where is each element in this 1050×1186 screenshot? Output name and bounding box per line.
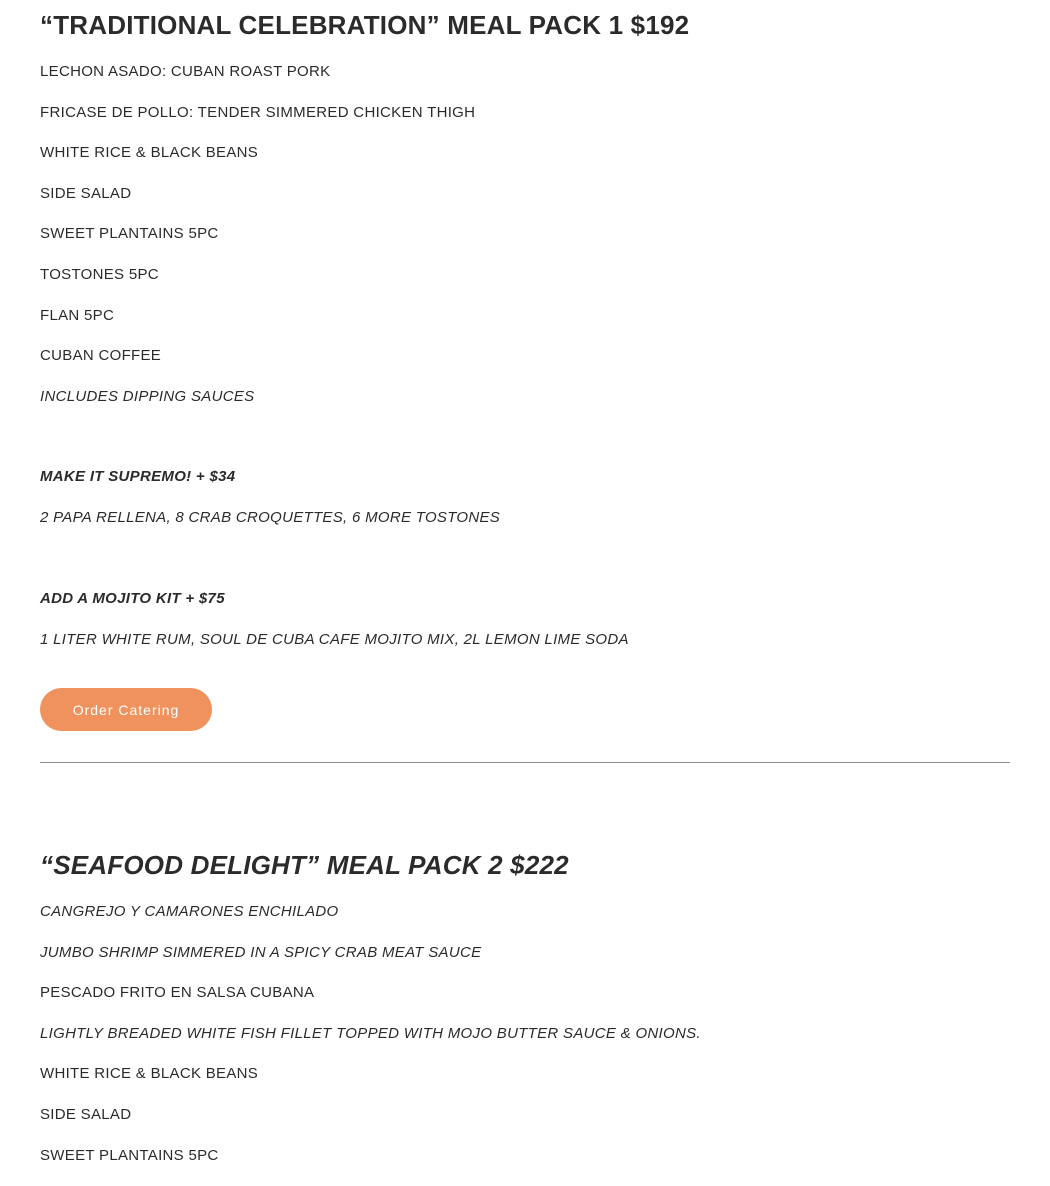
- menu-item: FRICASE DE POLLO: TENDER SIMMERED CHICKEN THIGH: [40, 103, 476, 121]
- supremo-upgrade-heading: MAKE IT SUPREMO! + $34: [40, 468, 236, 485]
- menu-item-description: JUMBO SHRIMP SIMMERED IN A SPICY CRAB MEAT SAUCE: [40, 943, 482, 961]
- mojito-kit-heading: ADD A MOJITO KIT + $75: [40, 590, 225, 607]
- meal-pack-2-items: [40, 902, 701, 1186]
- meal-pack-1-title: “TRADITIONAL CELEBRATION” MEAL PACK 1 $192: [40, 10, 690, 40]
- order-catering-button[interactable]: Order Catering: [40, 688, 212, 731]
- menu-item: WHITE RICE & BLACK BEANS: [40, 1065, 259, 1083]
- supremo-upgrade-description: 2 PAPA RELLENA, 8 CRAB CROQUETTES, 6 MORE TOSTONES: [40, 509, 501, 526]
- menu-item: WHITE RICE & BLACK BEANS: [40, 144, 259, 162]
- meal-pack-1-items: [40, 62, 475, 427]
- meal-pack-1-note: INCLUDES DIPPING SAUCES: [40, 387, 255, 405]
- menu-item-description: LIGHTLY BREADED WHITE FISH FILLET TOPPED WITH MOJO BUTTER SAUCE & ONIONS.: [40, 1024, 701, 1042]
- menu-item: PESCADO FRITO EN SALSA CUBANA: [40, 984, 315, 1002]
- menu-item: SIDE SALAD: [40, 184, 132, 202]
- section-divider: [40, 762, 1010, 763]
- menu-item: LECHON ASADO: CUBAN ROAST PORK: [40, 63, 331, 80]
- meal-pack-2-title: “SEAFOOD DELIGHT” MEAL PACK 2 $222: [40, 850, 569, 880]
- menu-item: TOSTONES 5PC: [40, 265, 159, 283]
- menu-item: SWEET PLANTAINS 5PC: [40, 1146, 219, 1164]
- menu-item: SWEET PLANTAINS 5PC: [40, 225, 219, 243]
- menu-item: CUBAN COFFEE: [40, 347, 162, 365]
- menu-item: CANGREJO Y CAMARONES ENCHILADO: [40, 903, 339, 920]
- menu-item: SIDE SALAD: [40, 1105, 132, 1123]
- mojito-kit-description: 1 LITER WHITE RUM, SOUL DE CUBA CAFE MOJITO MIX, 2L LEMON LIME SODA: [40, 631, 629, 648]
- menu-item: FLAN 5PC: [40, 306, 115, 324]
